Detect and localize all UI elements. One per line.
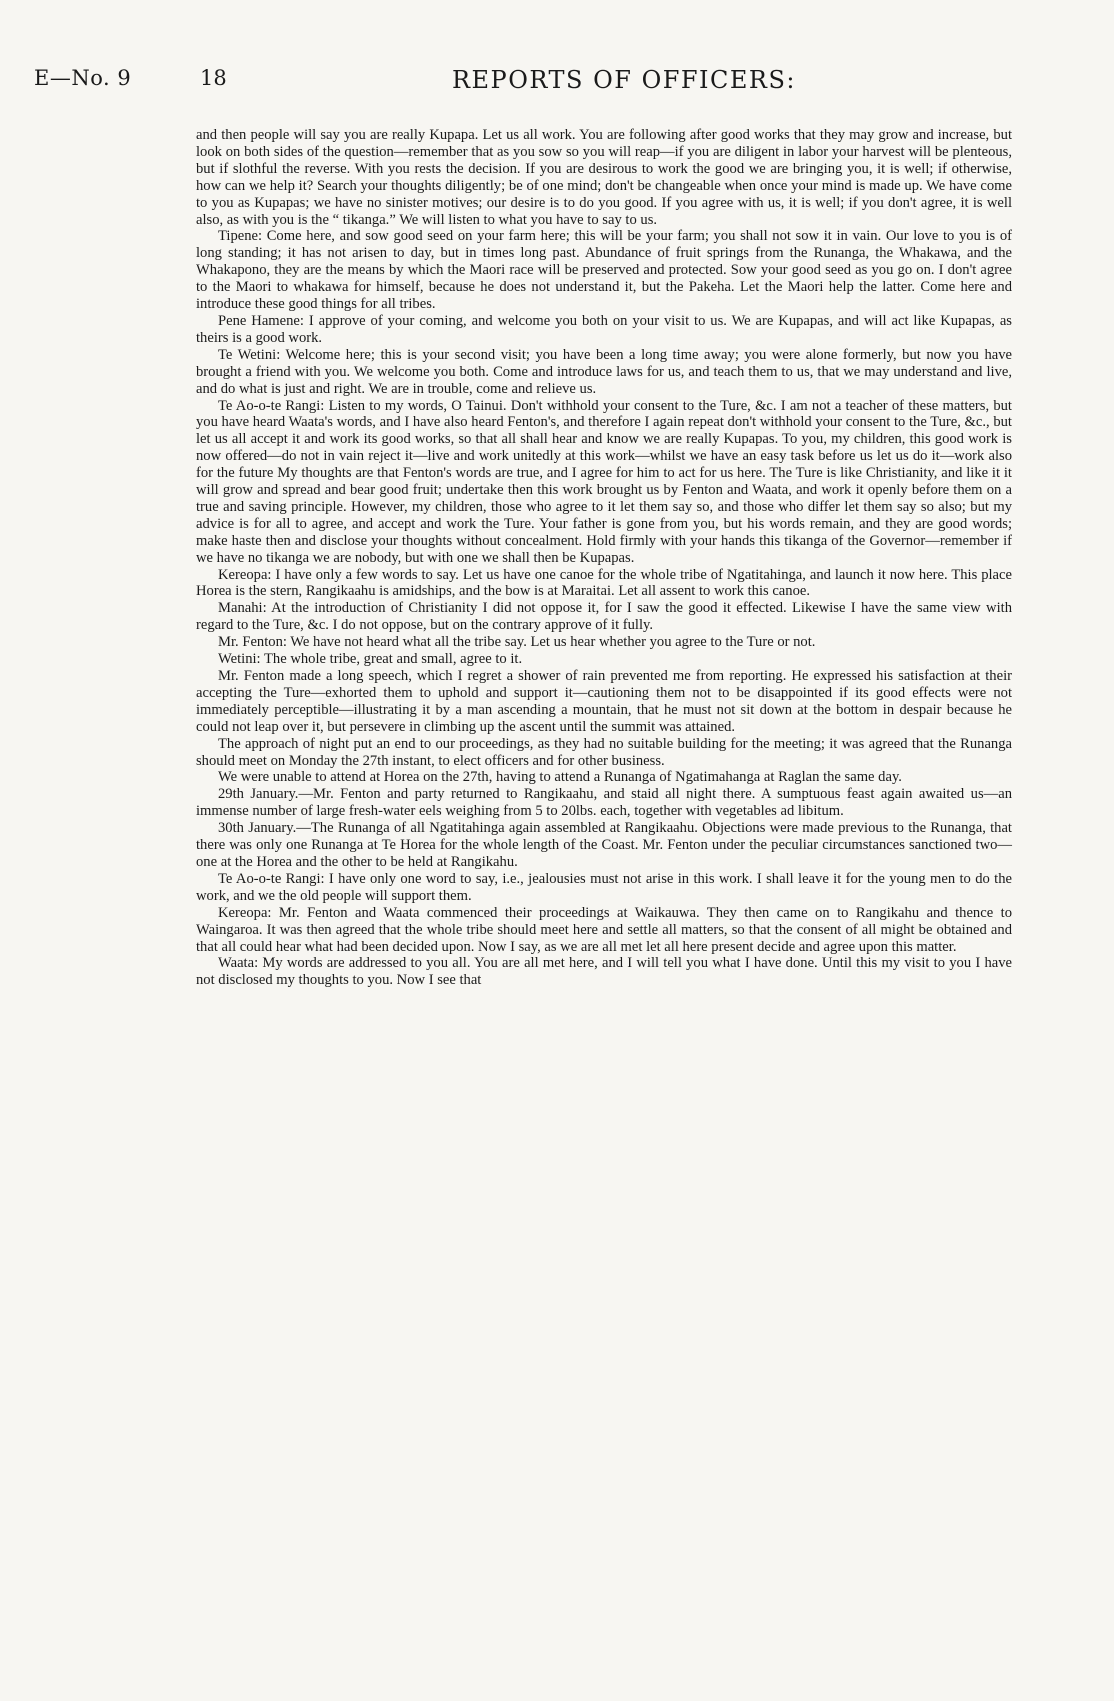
body-text [196,127,1012,989]
paragraph: We were unable to attend at Horea on the 27th, having to attend a Runanga of Ngatimahanga at Raglan the same day. [218,769,902,786]
paragraph: 29th January.—Mr. Fenton and party returned to Rangikaahu, and staid all night there. A sumptuous feast again awaited us—an immense number of large fresh-water eels weighing from 5 to 20lbs. each, together with vegetables ad libitum. [196,786,1012,820]
paragraph: 30th January.—The Runanga of all Ngatitahinga again assembled at Rangikaahu. Objections were made previous to the Runanga, that there was only one Runanga at Te Horea for the whole length of the Coast. Mr. Fenton under the peculiar circumstances sanctioned two—one at the Horea and the other to be held at Rangikahu. [196,820,1012,870]
paragraph: Te Wetini: Welcome here; this is your second visit; you have been a long time away; you were alone formerly, but now you have brought a friend with you. We welcome you both. Come and introduce laws for us, and teach them to us, that we may understand and live, and do what is just and right. We are in trouble, come and relieve us. [196,346,1012,397]
paragraph: and then people will say you are really Kupapa. Let us all work. You are following after good works that they may grow and increase, but look on both sides of the question—remember that as you sow so you will reap—if you are diligent in labor your harvest will be plenteous, but if slothful the reverse. With you rests the decision. If you are desirous to work the good we are bringing you, it is well; if otherwise, how can we help it? Search your thoughts diligently; be of one mind; don't be changeable when once your mind is made up. We have come to you as Kupapas; we have no sinister motives; our desire is to do you good. If you agree with us, it is well; if you don't agree, it is well also, as with you is the “ tikanga.” We will listen to what you have to say to us. [196,127,1012,228]
page-title: REPORTS OF OFFICERS: [451,66,797,94]
paragraph: Pene Hamene: I approve of your coming, and welcome you both on your visit to us. We are Kupapas, and will act like Kupapas, as theirs is a good work. [196,312,1012,346]
paragraph: The approach of night put an end to our proceedings, as they had no suitable building for the meeting; it was agreed that the Runanga should meet on Monday the 27th instant, to elect officers and for other business. [196,735,1012,769]
paragraph: Kereopa: Mr. Fenton and Waata commenced their proceedings at Waikauwa. They then came on to Rangikahu and thence to Waingaroa. It was then agreed that the whole tribe should meet here and settle all matters, so that the consent of all might be obtained and that all could hear what had been decided upon. Now I say, as we are all met let all here present decide and agree upon this matter. [196,904,1012,955]
paragraph: Manahi: At the introduction of Christianity I did not oppose it, for I saw the good it effected. Likewise I have the same view with regard to the Ture, &c. I do not oppose, but on the contrary approve of it fully. [196,600,1012,634]
paragraph: Wetini: The whole tribe, great and small, agree to it. [218,651,523,668]
paragraph: Mr. Fenton made a long speech, which I regret a shower of rain prevented me from reporting. He expressed his satisfaction at their accepting the Ture—exhorted them to uphold and support it—cautioning them not to be disappointed if its good effects were not immediately perceptible—illustrating it by a man ascending a mountain, that he must not sit down at the bottom in despair because he could not leap over it, but persevere in climbing up the ascent until the summit was attained. [196,668,1012,735]
page-number: 18 [200,66,227,90]
paragraph: Mr. Fenton: We have not heard what all the tribe say. Let us hear whether you agree to the Ture or not. [218,634,816,651]
paragraph: Kereopa: I have only a few words to say. Let us have one canoe for the whole tribe of Ngatitahinga, and launch it now here. This place Horea is the stern, Rangikaahu is amidships, and the bow is at Maraitai. Let all assent to work this canoe. [196,566,1012,600]
document-reference: E—No. 9 [34,66,132,90]
paragraph: Waata: My words are addressed to you all. You are all met here, and I will tell you what I have done. Until this my visit to you I have not disclosed my thoughts to you. Now I see that [196,955,1012,989]
page-header [34,66,1074,106]
paragraph: Te Ao-o-te Rangi: I have only one word to say, i.e., jealousies must not arise in this work. I shall leave it for the young men to do the work, and we the old people will support them. [196,870,1012,904]
paragraph: Te Ao-o-te Rangi: Listen to my words, O Tainui. Don't withhold your consent to the Ture, &c. I am not a teacher of these matters, but you have heard Waata's words, and I have also heard Fenton's, and therefore I again repeat don't withhold your consent to the Ture, &c., but let us all accept it and work its good works, so that all shall hear and know we are really Kupapas. To you, my children, this good work is now offered—do not in vain reject it—live and work unitedly at this work—whilst we have an easy task before us let us do it—work also for the future My thoughts are that Fenton's words are true, and I agree for him to act for us here. The Ture is like Christianity, and like it it will grow and spread and bear good fruit; undertake then this work brought us by Fenton and Waata, and work it openly before them on a true and saving principle. However, my children, those who agree to it let them say so, and those who differ let them say so also; but my advice is for all to agree, and accept and work the Ture. Your father is gone from you, but his words remain, and they are good words; make haste then and disclose your thoughts without concealment. Hold firmly with your hands this tikanga of the Governor—remember if we have no tikanga we are nobody, but with one we shall then be Kupapas. [196,397,1012,566]
paragraph: Tipene: Come here, and sow good seed on your farm here; this will be your farm; you shall not sow it in vain. Our love to you is of long standing; it has not arisen to day, but in times long past. Abundance of fruit springs from the Runanga, the Whakawa, and the Whakapono, they are the means by which the Maori race will be preserved and protected. Sow your good seed as you go on. I don't agree to the Maori to whakawa for himself, because he does not understand it, but the Pakeha. Let the Maori help the latter. Come here and introduce these good things for all tribes. [196,228,1012,313]
